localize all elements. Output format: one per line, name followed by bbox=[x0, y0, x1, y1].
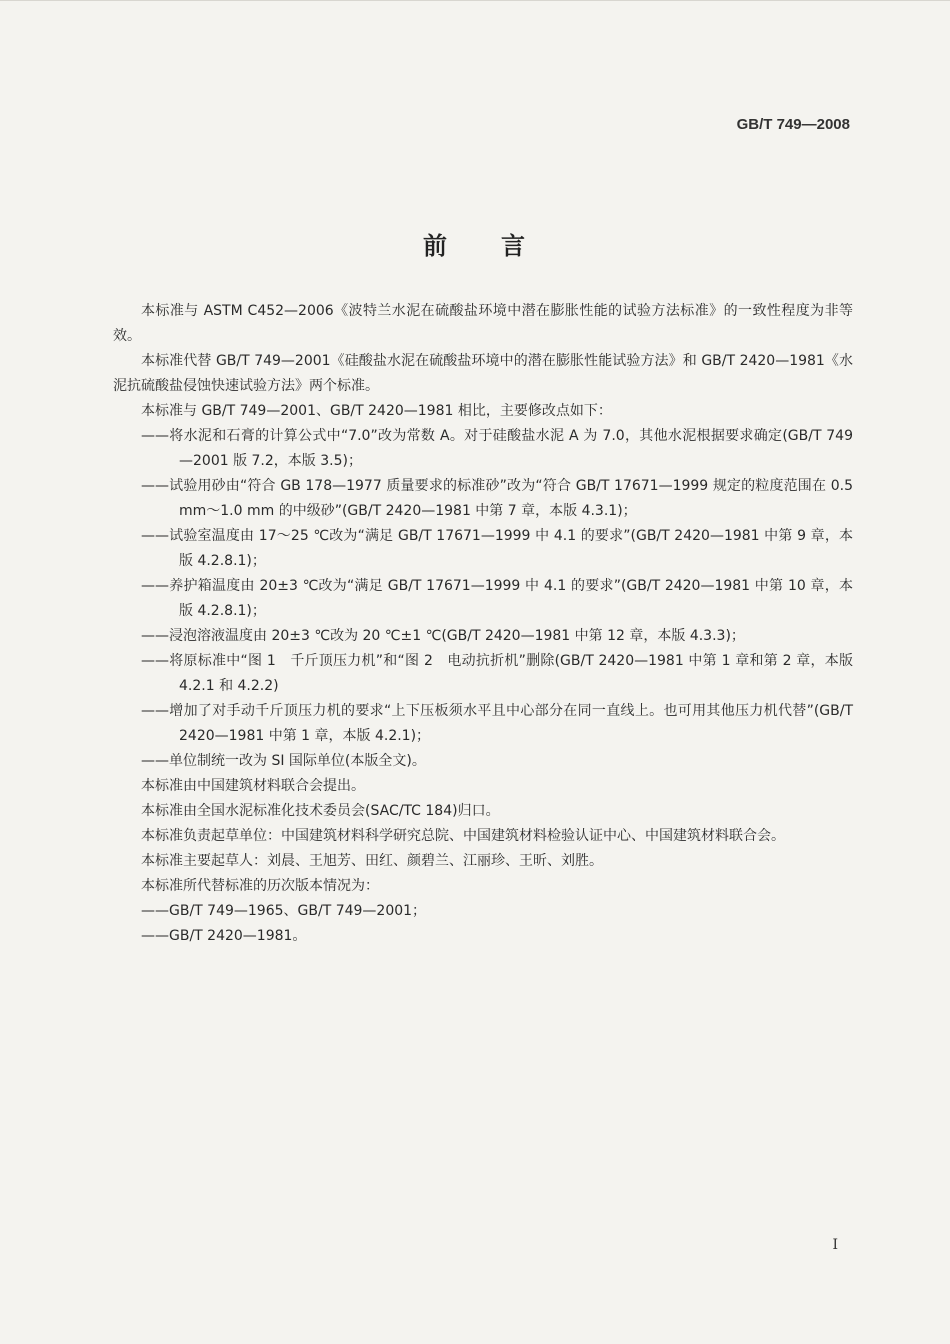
document-body bbox=[113, 299, 853, 949]
paragraph-drafting-units: 本标准负责起草单位：中国建筑材料科学研究总院、中国建筑材料检验认证中心、中国建筑材料联合会。 bbox=[141, 828, 785, 844]
paragraph-history-intro: 本标准所代替标准的历次版本情况为： bbox=[141, 878, 379, 894]
change-item: ——单位制统一改为 SI 国际单位(本版全文)。 bbox=[141, 753, 426, 769]
change-item: ——增加了对手动千斤顶压力机的要求“上下压板须水平且中心部分在同一直线上。也可用其他压力机代替”(GB/T 2420—1981 中第 1 章，本版 4.2.1)； bbox=[141, 703, 853, 744]
history-item: ——GB/T 2420—1981。 bbox=[141, 928, 307, 944]
change-item: ——将水泥和石膏的计算公式中“7.0”改为常数 A。对于硅酸盐水泥 A 为 7.0，其他水泥根据要求确定(GB/T 749—2001 版 7.2，本版 3.5)； bbox=[141, 428, 853, 469]
paragraph-proposer: 本标准由中国建筑材料联合会提出。 bbox=[141, 778, 365, 794]
change-item: ——试验室温度由 17～25 ℃改为“满足 GB/T 17671—1999 中 4.1 的要求”(GB/T 2420—1981 中第 9 章，本版 4.2.8.1)； bbox=[141, 528, 853, 569]
paragraph-changes-intro: 本标准与 GB/T 749—2001、GB/T 2420—1981 相比，主要修改点如下： bbox=[141, 403, 612, 419]
paragraph-administrator: 本标准由全国水泥标准化技术委员会(SAC/TC 184)归口。 bbox=[141, 803, 500, 819]
paragraph-equivalence: 本标准与 ASTM C452—2006《波特兰水泥在硫酸盐环境中潜在膨胀性能的试验方法标准》的一致性程度为非等效。 bbox=[113, 303, 853, 344]
paragraph-replaces: 本标准代替 GB/T 749—2001《硅酸盐水泥在硫酸盐环境中的潜在膨胀性能试验方法》和 GB/T 2420—1981《水泥抗硫酸盐侵蚀快速试验方法》两个标准。 bbox=[113, 353, 853, 394]
change-item: ——试验用砂由“符合 GB 178—1977 质量要求的标准砂”改为“符合 GB/T 17671—1999 规定的粒度范围在 0.5 mm～1.0 mm 的中级砂”(GB/T 2420—1981 中第 7 章，本版 4.3.1)； bbox=[141, 478, 853, 519]
page-title: 前 言 bbox=[423, 232, 527, 260]
history-item: ——GB/T 749—1965、GB/T 749—2001； bbox=[141, 903, 427, 919]
change-item: ——浸泡溶液温度由 20±3 ℃改为 20 ℃±1 ℃(GB/T 2420—1981 中第 12 章，本版 4.3.3)； bbox=[141, 628, 745, 644]
page-number: I bbox=[832, 1237, 838, 1253]
paragraph-drafters: 本标准主要起草人：刘晨、王旭芳、田红、颜碧兰、江丽珍、王昕、刘胜。 bbox=[141, 853, 603, 869]
change-item: ——将原标准中“图 1 千斤顶压力机”和“图 2 电动抗折机”删除(GB/T 2420—1981 中第 1 章和第 2 章，本版 4.2.1 和 4.2.2) bbox=[141, 653, 853, 694]
change-item: ——养护箱温度由 20±3 ℃改为“满足 GB/T 17671—1999 中 4.1 的要求”(GB/T 2420—1981 中第 10 章，本版 4.2.8.1)； bbox=[141, 578, 853, 619]
standard-code: GB/T 749—2008 bbox=[736, 116, 850, 133]
